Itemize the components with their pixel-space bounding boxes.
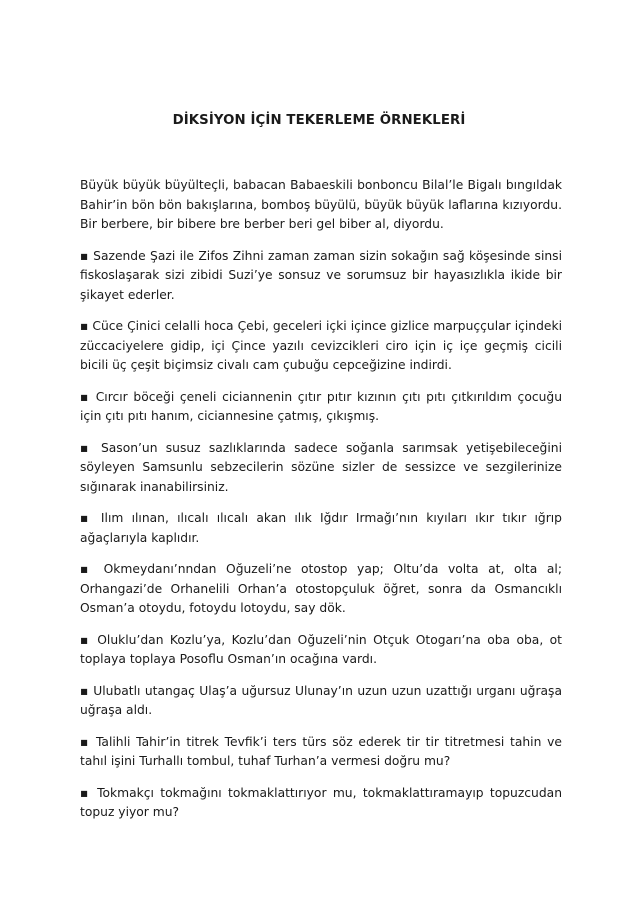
paragraph-intro: Büyük büyük büyülteçli, babacan Babaeskili bonboncu Bilal’le Bigalı bıngıldak Bahir’in bön bön bakışlarına, bomboş büyülü, büyük büyük laflarına kızıyordu. Bir berbere, bir bibere bre berber beri gel biber al, diyordu. bbox=[80, 178, 562, 231]
paragraph-item: ▪ Ulubatlı utangaç Ulaş’a uğursuz Ulunay’ın uzun uzun uzattığı urganı uğraşa uğraşa aldı. bbox=[80, 683, 562, 717]
paragraph-item: ▪ Sason’un susuz sazlıklarında sadece soğanla sarımsak yetişebileceğini söyleyen Samsunlu sebzecilerin sözüne sizler de sessizce ve sezgilerinize sığınarak inanabilirsiniz. bbox=[80, 440, 562, 494]
paragraph-item: ▪ Ilım ılınan, ılıcalı ılıcalı akan ılık Iğdır Irmağı’nın kıyıları ıkır tıkır ığrıp ağaçlarıyla kaplıdır. bbox=[80, 511, 562, 545]
paragraph-item: ▪ Okmeydanı’nndan Oğuzeli’ne otostop yap; Oltu’da volta at, olta al; Orhangazi’de Orhanelili Orhan’a otostopçuluk öğret, sonra da Osmancıklı Osman’a otoydu, fotoydu lotoydu, say dök. bbox=[80, 562, 562, 615]
paragraph-item: ▪ Talihli Tahir’in titrek Tevfik’i ters türs söz ederek tir tir titretmesi tahin ve tahıl işini Turhallı tombul, tuhaf Turhan’a vermesi doğru mu? bbox=[80, 734, 562, 768]
paragraph-item: ▪ Oluklu’dan Kozlu’ya, Kozlu’dan Oğuzeli’nin Otçuk Otogarı’na oba oba, ot toplaya toplaya Posoflu Osman’ın ocağına vardı. bbox=[80, 632, 562, 666]
paragraph-item: ▪ Sazende Şazi ile Zifos Zihni zaman zaman sizin sokağın sağ köşesinde sinsi fiskoslaşarak sizi zibidi Suzi’ye sonsuz ve sorumsuz bir hayasızlıkla ikide bir şikayet ederler. bbox=[80, 248, 562, 302]
document-title: DİKSİYON İÇİN TEKERLEME ÖRNEKLERİ bbox=[172, 113, 466, 128]
paragraph-item: ▪ Cırcır böceği çeneli ciciannenin çıtır pıtır kızının çıtı pıtı çıtkırıldım çocuğu için çıtı pıtı hanım, ciciannesine çatmış, çıkışmış. bbox=[80, 389, 562, 423]
paragraph-item: ▪ Tokmakçı tokmağını tokmaklattırıyor mu, tokmaklattıramayıp topuzcudan topuz yiyor mu? bbox=[80, 785, 562, 819]
document-body bbox=[80, 176, 562, 835]
paragraph-item: ▪ Cüce Çinici celalli hoca Çebi, geceleri içki içince gizlice marpuççular içindeki züccaciyelere gidip, içi Çince yazılı cevizcikleri ciro için iç içe geçmiş cicili bicili üç çeşit biçimsiz civalı cam çubuğu cepceğizine indirdi. bbox=[80, 319, 562, 372]
